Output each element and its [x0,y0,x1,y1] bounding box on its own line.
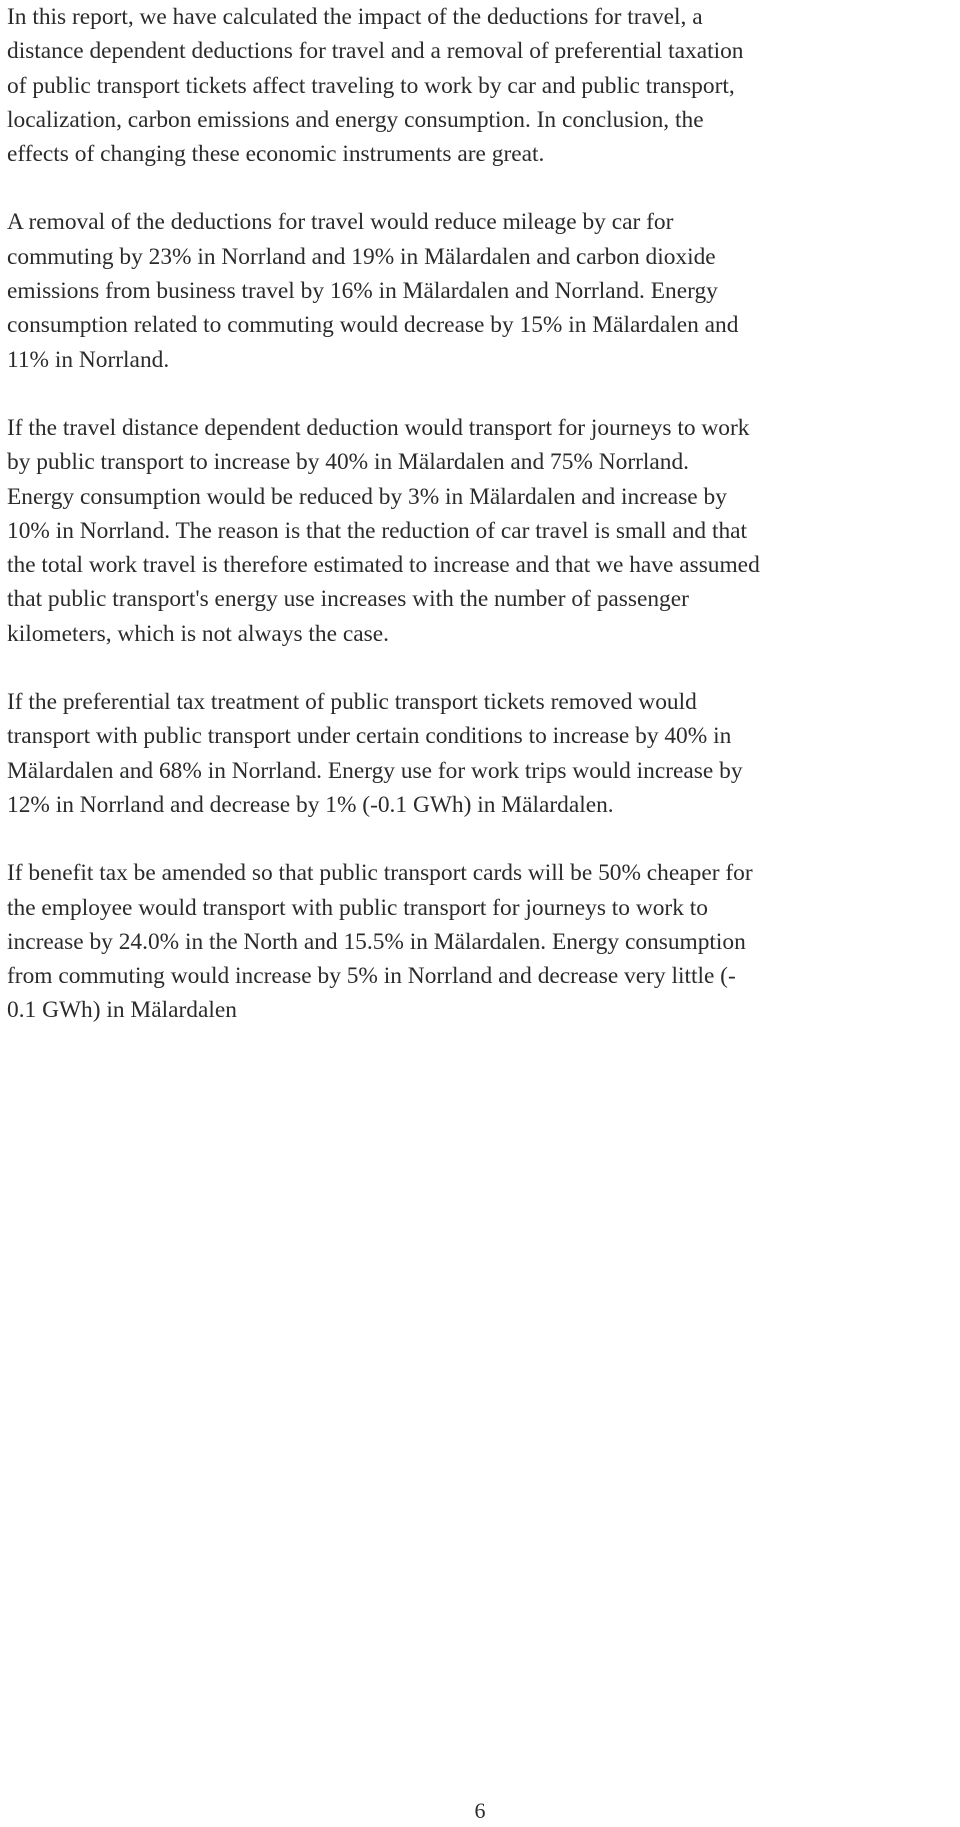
text-line: localization, carbon emissions and energy consumption. In conclusion, the [7,106,704,133]
text-line: distance dependent deductions for travel and a removal of preferential taxation [7,38,744,65]
text-line: 0.1 GWh) in Mälardalen [7,997,237,1024]
text-line: A removal of the deductions for travel would reduce mileage by car for [7,209,674,236]
text-line: increase by 24.0% in the North and 15.5% in Mälardalen. Energy consumption [7,928,746,955]
text-line: from commuting would increase by 5% in Norrland and decrease very little (- [7,963,736,990]
paragraph-summary [7,0,953,171]
paragraph-distance-deduction [7,411,953,651]
text-line: If the preferential tax treatment of public transport tickets removed would [7,689,697,716]
text-line: Mälardalen and 68% in Norrland. Energy use for work trips would increase by [7,757,743,784]
text-line: effects of changing these economic instruments are great. [7,141,545,168]
paragraph-deduction-removal [7,205,953,376]
paragraph-preferential-tax [7,685,953,822]
text-line: If benefit tax be amended so that public transport cards will be 50% cheaper for [7,860,753,887]
page-number: 6 [474,1798,486,1823]
text-line: that public transport's energy use increases with the number of passenger [7,586,689,613]
paragraph-benefit-tax [7,856,953,1027]
text-line: consumption related to commuting would decrease by 15% in Mälardalen and [7,312,739,339]
document-body [7,0,953,1062]
text-line: 11% in Norrland. [7,346,170,373]
text-line: kilometers, which is not always the case. [7,620,389,647]
text-line: emissions from business travel by 16% in Mälardalen and Norrland. Energy [7,278,718,305]
text-line: transport with public transport under certain conditions to increase by 40% in [7,723,732,750]
text-line: commuting by 23% in Norrland and 19% in Mälardalen and carbon dioxide [7,243,716,270]
text-line: If the travel distance dependent deduction would transport for journeys to work [7,414,750,441]
text-line: of public transport tickets affect traveling to work by car and public transport, [7,72,735,99]
text-line: 12% in Norrland and decrease by 1% (-0.1 GWh) in Mälardalen. [7,791,614,818]
text-line: Energy consumption would be reduced by 3% in Mälardalen and increase by [7,483,727,510]
text-line: the total work travel is therefore estimated to increase and that we have assumed [7,552,760,579]
text-line: 10% in Norrland. The reason is that the reduction of car travel is small and that [7,517,748,544]
text-line: In this report, we have calculated the impact of the deductions for travel, a [7,4,703,30]
text-line: the employee would transport with public transport for journeys to work to [7,894,708,921]
text-line: by public transport to increase by 40% in Mälardalen and 75% Norrland. [7,449,690,476]
